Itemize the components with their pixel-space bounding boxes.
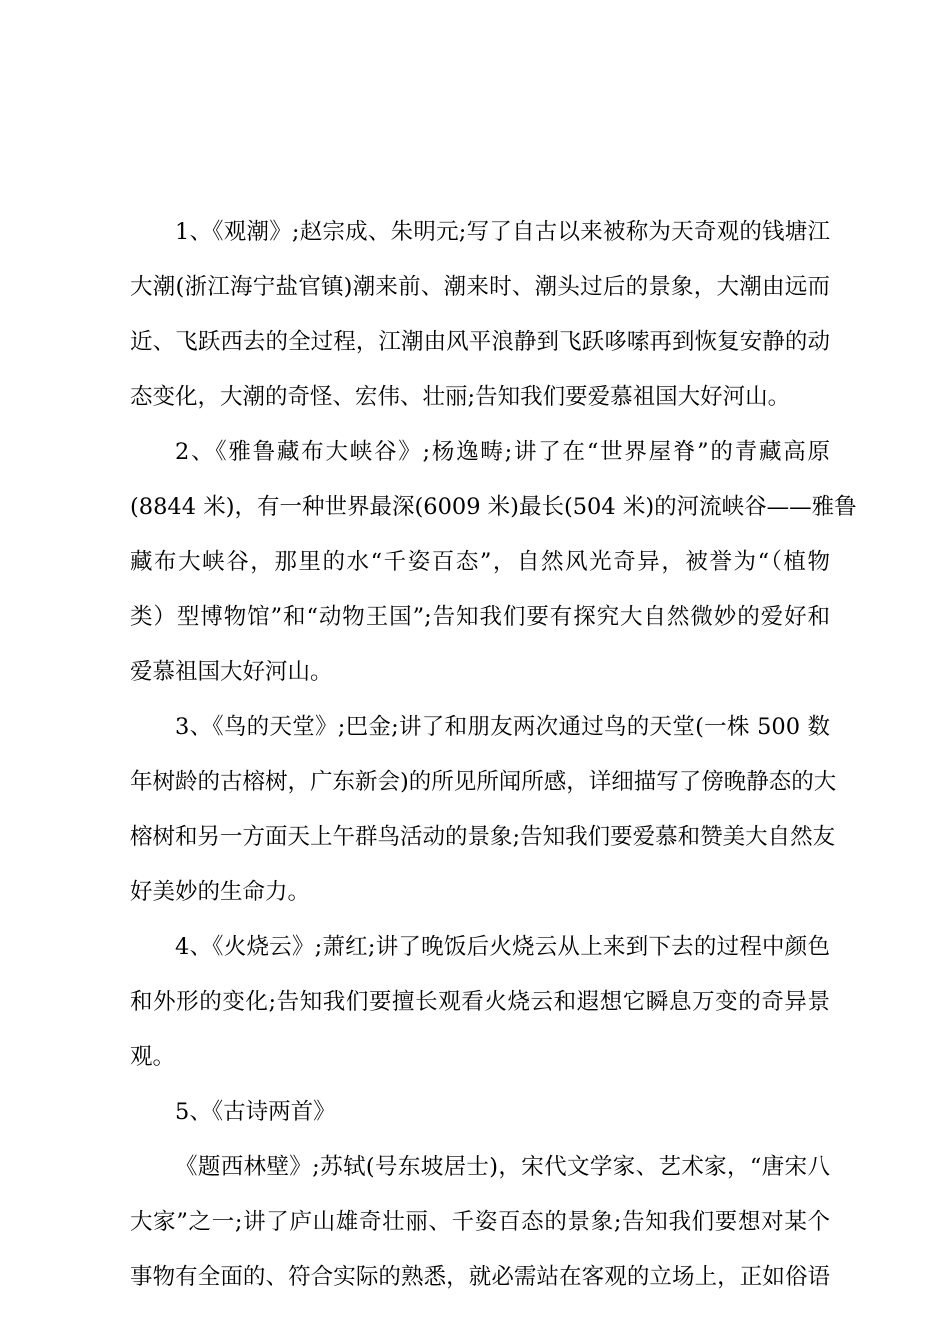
p2-line-3: 藏布大峡谷，那里的水“千姿百态”，自然风光奇异，被誉为“（植物 — [130, 549, 830, 575]
p6-line-3: 事物有全面的、符合实际的熟悉，就必需站在客观的立场上，正如俗语 — [130, 1264, 830, 1290]
p3-line-1: 3、《鸟的天堂》;巴金;讲了和朋友两次通过鸟的天堂(一株 500 数 — [175, 714, 830, 740]
p2-line-2: (8844 米)，有一种世界最深(6009 米)最长(504 米)的河流峡谷——雅鲁 — [130, 494, 857, 520]
p2-line-5: 爱慕祖国大好河山。 — [130, 659, 333, 685]
p3-line-2: 年树龄的古榕树，广东新会)的所见所闻所感，详细描写了傍晚静态的大 — [130, 769, 837, 795]
p3-line-4: 好美妙的生命力。 — [130, 879, 311, 905]
p2-line-4: 类）型博物馆”和“动物王国”;告知我们要有探究大自然微妙的爱好和 — [130, 604, 830, 630]
p1-line-1: 1、《观潮》;赵宗成、朱明元;写了自古以来被称为天奇观的钱塘江 — [175, 219, 830, 245]
p6-line-2: 大家”之一;讲了庐山雄奇壮丽、千姿百态的景象;告知我们要想对某个 — [130, 1209, 830, 1235]
p1-line-2: 大潮(浙江海宁盐官镇)潮来前、潮来时、潮头过后的景象，大潮由远而 — [130, 274, 830, 300]
p5-line-1: 5、《古诗两首》 — [175, 1099, 336, 1125]
body-text — [130, 205, 857, 1305]
p4-line-3: 观。 — [130, 1044, 176, 1070]
p4-line-1: 4、《火烧云》;萧红;讲了晚饭后火烧云从上来到下去的过程中颜色 — [175, 934, 830, 960]
p1-line-4: 态变化，大潮的奇怪、宏伟、壮丽;告知我们要爱慕祖国大好河山。 — [130, 384, 791, 410]
p3-line-3: 榕树和另一方面天上午群鸟活动的景象;告知我们要爱慕和赞美大自然友 — [130, 824, 836, 850]
p1-line-3: 近、飞跃西去的全过程，江潮由风平浪静到飞跃哆嗦再到恢复安静的动 — [130, 329, 830, 355]
p4-line-2: 和外形的变化;告知我们要擅长观看火烧云和遐想它瞬息万变的奇异景 — [130, 989, 830, 1015]
p2-line-1: 2、《雅鲁藏布大峡谷》;杨逸畴;讲了在“世界屋脊”的青藏高原 — [175, 439, 830, 465]
p6-line-1: 《题西林壁》;苏轼(号东坡居士)，宋代文学家、艺术家，“唐宋八 — [175, 1154, 830, 1180]
